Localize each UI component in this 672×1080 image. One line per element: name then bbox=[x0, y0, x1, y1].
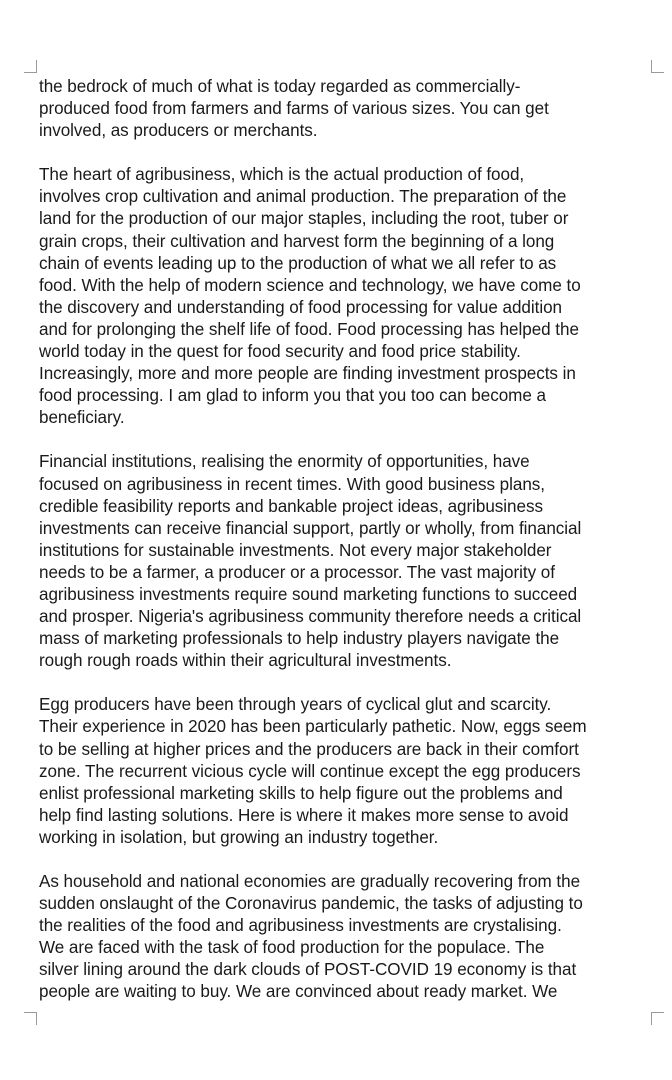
text-line: the bedrock of much of what is today regarded as commercially- bbox=[39, 77, 521, 96]
text-line: investments can receive financial support, partly or wholly, from financial bbox=[39, 518, 582, 538]
text-line: involves crop cultivation and animal production. The preparation of the bbox=[39, 187, 567, 207]
text-line: As household and national economies are gradually recovering from the bbox=[39, 872, 581, 891]
paragraph-3 bbox=[39, 451, 659, 672]
text-line: to be selling at higher prices and the producers are back in their comfort bbox=[39, 739, 579, 759]
text-line: mass of marketing professionals to help industry players navigate the bbox=[39, 629, 560, 649]
margin-corner-bottom-left bbox=[24, 1012, 37, 1025]
text-line: focused on agribusiness in recent times. With good business plans, bbox=[39, 474, 545, 494]
text-line: Increasingly, more and more people are finding investment prospects in bbox=[39, 364, 576, 384]
text-line: food processing. I am glad to inform you that you too can become a bbox=[39, 386, 546, 406]
paragraph-1 bbox=[39, 76, 659, 142]
text-line: Their experience in 2020 has been particularly pathetic. Now, eggs seem bbox=[39, 717, 587, 737]
text-line: agribusiness investments require sound marketing functions to succeed bbox=[39, 584, 578, 604]
text-line: beneficiary. bbox=[39, 408, 125, 428]
text-line: rough rough roads within their agricultural investments. bbox=[39, 651, 452, 671]
text-line: the discovery and understanding of food processing for value addition bbox=[39, 297, 563, 317]
text-line: The heart of agribusiness, which is the actual production of food, bbox=[39, 165, 525, 185]
text-line: world today in the quest for food security and food price stability. bbox=[39, 342, 521, 362]
text-line: involved, as producers or merchants. bbox=[39, 121, 318, 141]
margin-corner-top-left bbox=[24, 60, 37, 73]
text-line: help find lasting solutions. Here is where it makes more sense to avoid bbox=[39, 805, 569, 825]
text-line: zone. The recurrent vicious cycle will continue except the egg producers bbox=[39, 761, 581, 781]
text-line: Egg producers have been through years of cyclical glut and scarcity. bbox=[39, 695, 552, 715]
paragraph-2 bbox=[39, 164, 659, 429]
paragraph-5 bbox=[39, 871, 659, 1004]
text-line: the realities of the food and agribusiness investments are crystalising. bbox=[39, 916, 562, 936]
text-line: enlist professional marketing skills to help figure out the problems and bbox=[39, 783, 563, 803]
text-line: credible feasibility reports and bankable project ideas, agribusiness bbox=[39, 496, 543, 516]
text-line: and for prolonging the shelf life of food. Food processing has helped the bbox=[39, 319, 579, 339]
text-line: people are waiting to buy. We are convinced about ready market. We bbox=[39, 982, 558, 1002]
text-line: institutions for sustainable investments. Not every major stakeholder bbox=[39, 540, 552, 560]
margin-corner-top-right bbox=[651, 60, 664, 73]
text-line: needs to be a farmer, a producer or a processor. The vast majority of bbox=[39, 562, 555, 582]
text-line: grain crops, their cultivation and harvest form the beginning of a long bbox=[39, 231, 555, 251]
document-body[interactable] bbox=[39, 76, 659, 1026]
text-line: produced food from farmers and farms of various sizes. You can get bbox=[39, 99, 549, 119]
text-line: and prosper. Nigeria's agribusiness community therefore needs a critical bbox=[39, 607, 582, 627]
text-line: We are faced with the task of food production for the populace. The bbox=[39, 938, 545, 958]
text-line: food. With the help of modern science and technology, we have come to bbox=[39, 275, 581, 295]
text-line: sudden onslaught of the Coronavirus pandemic, the tasks of adjusting to bbox=[39, 894, 583, 914]
text-line: silver lining around the dark clouds of POST-COVID 19 economy is that bbox=[39, 960, 577, 980]
text-line: Financial institutions, realising the enormity of opportunities, have bbox=[39, 452, 530, 472]
paragraph-4 bbox=[39, 694, 659, 849]
text-line: land for the production of our major staples, including the root, tuber or bbox=[39, 209, 569, 229]
text-line: working in isolation, but growing an industry together. bbox=[39, 827, 439, 847]
text-line: chain of events leading up to the production of what we all refer to as bbox=[39, 253, 557, 273]
